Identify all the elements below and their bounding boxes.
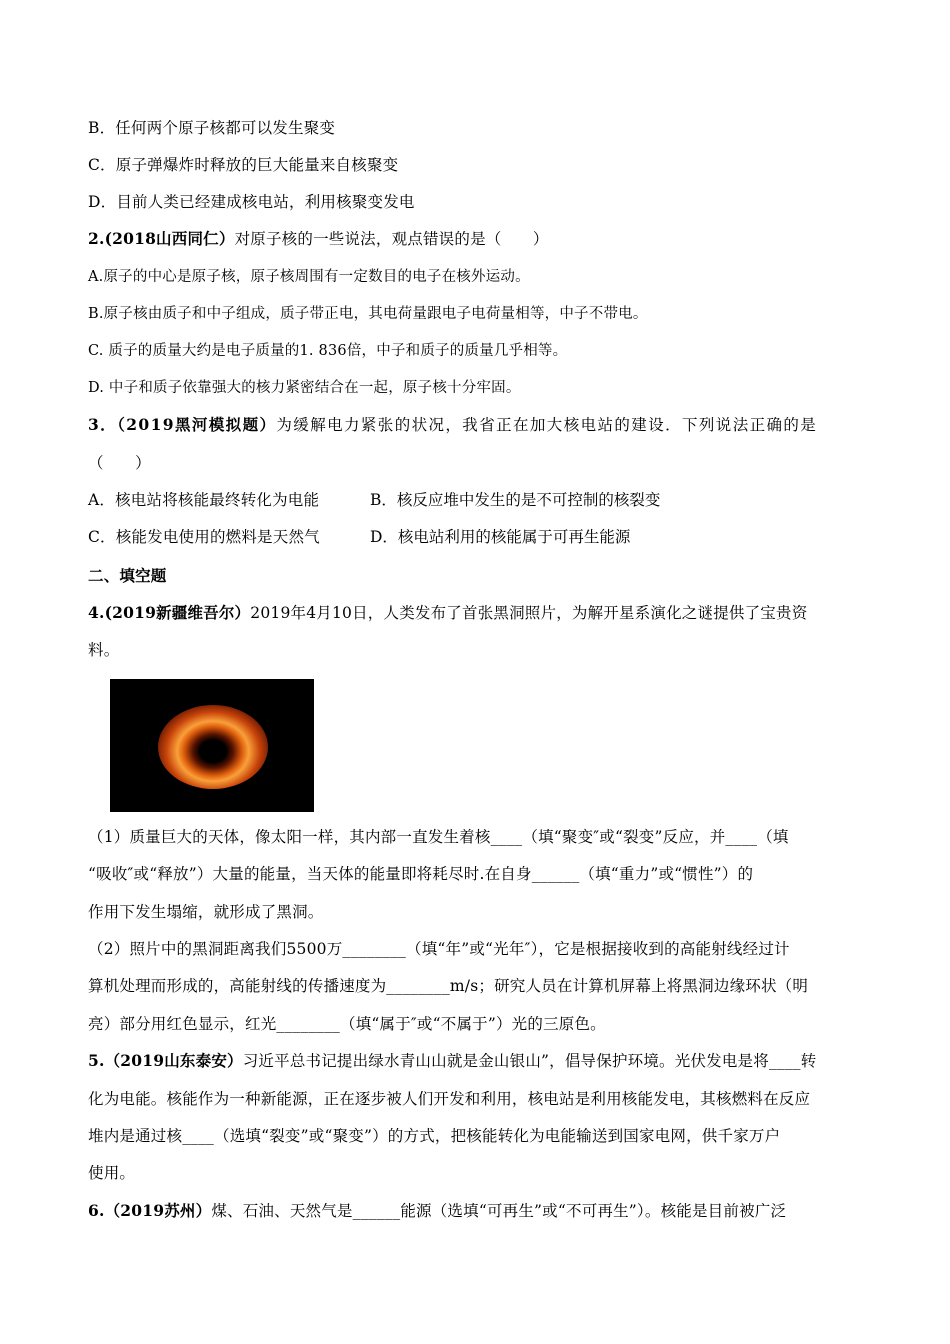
black-hole-ring: [158, 705, 268, 789]
q2-tag: 2.(2018山西同仁）: [88, 229, 235, 248]
q6-stem: [88, 1201, 786, 1221]
q5-question: 习近平总书记提出绿水青山山就是金山银山”，倡导保护环境。光伏发电是将____转: [242, 1052, 817, 1070]
q5-line2: 化为电能。核能作为一种新能源，正在逐步被人们开发和利用，核电站是利用核能发电，其核燃料在反应: [88, 1090, 811, 1108]
q3-stem: [88, 415, 817, 435]
q3-option-b: B．核反应堆中发生的是不可控制的核裂变: [370, 491, 661, 509]
q2-option-d: D. 中子和质子依靠强大的核力紧密结合在一起，原子核十分牢固。: [88, 380, 521, 396]
q6-question: 煤、石油、天然气是______能源（选填“可再生”或“不可再生”）。核能是目前被广泛: [211, 1202, 787, 1220]
q6-tag: 6.（2019苏州）: [88, 1201, 212, 1220]
black-hole-photo: [110, 679, 314, 812]
q2-stem: [88, 229, 549, 249]
q1-option-c: C．原子弹爆炸时释放的巨大能量来自核聚变: [88, 156, 399, 174]
q3-option-c: C．核能发电使用的燃料是天然气: [88, 528, 320, 546]
q4-part1-line2: “吸收″或“释放”）大量的能量，当天体的能量即将耗尽时.在自身______（填“重力”或“惯性”）的: [88, 865, 754, 883]
q4-stem: [88, 603, 807, 623]
q3-tag: 3．（2019黑河模拟题）: [88, 415, 277, 434]
q4-part2-line3: 亮）部分用红色显示，红光________（填“属于″或“不属于”）光的三原色。: [88, 1015, 606, 1033]
q2-option-c: C. 质子的质量大约是电子质量的1. 836倍，中子和质子的质量几乎相等。: [88, 343, 568, 359]
q5-stem: [88, 1051, 816, 1071]
section-heading: 二、填空题: [88, 566, 167, 585]
q4-part1-line1: （1）质量巨大的天体，像太阳一样，其内部一直发生着核____（填“聚变″或“裂变”反应，并____（填: [88, 828, 789, 846]
q3-option-d: D．核电站利用的核能属于可再生能源: [370, 528, 631, 546]
q4-part2-line2: 算机处理而形成的，高能射线的传播速度为________m/s；研究人员在计算机屏幕上将黑洞边缘环状（明: [88, 977, 809, 995]
q5-line4: 使用。: [88, 1164, 136, 1182]
q4-tag: 4.(2019新疆维吾尔）: [88, 603, 251, 622]
q4-part1-line3: 作用下发生塌缩，就形成了黑洞。: [88, 903, 324, 921]
q1-option-b: B．任何两个原子核都可以发生聚变: [88, 119, 336, 137]
q2-option-a: A.原子的中心是原子核，原子核周围有一定数目的电子在核外运动。: [88, 269, 530, 285]
q4-question: 2019年4月10日，人类发布了首张黑洞照片，为解开星系演化之谜提供了宝贵资: [250, 604, 808, 622]
q2-question: 对原子核的一些说法，观点错误的是（ ）: [234, 230, 549, 248]
q5-tag: 5.（2019山东泰安）: [88, 1051, 243, 1070]
q2-option-b: B.原子核由质子和中子组成，质子带正电，其电荷量跟电子电荷量相等，中子不带电。: [88, 306, 648, 322]
q1-option-d: D．目前人类已经建成核电站，利用核聚变发电: [88, 193, 415, 211]
q4-part2-line1: （2）照片中的黑洞距离我们5500万________（填“年”或“光年″），它是根据接收到的高能射线经过计: [88, 940, 790, 958]
q3-option-a: A．核电站将核能最终转化为电能: [88, 491, 320, 509]
q3-question: 为缓解电力紧张的状况，我省正在加大核电站的建设．下列说法正确的是: [276, 416, 818, 434]
q4-stem-cont: 料。: [88, 641, 120, 659]
q3-bracket: （ ）: [88, 454, 151, 472]
q5-line3: 堆内是通过核____（选填“裂变”或“聚变”）的方式，把核能转化为电能输送到国家电网，供千家万户: [88, 1127, 781, 1145]
